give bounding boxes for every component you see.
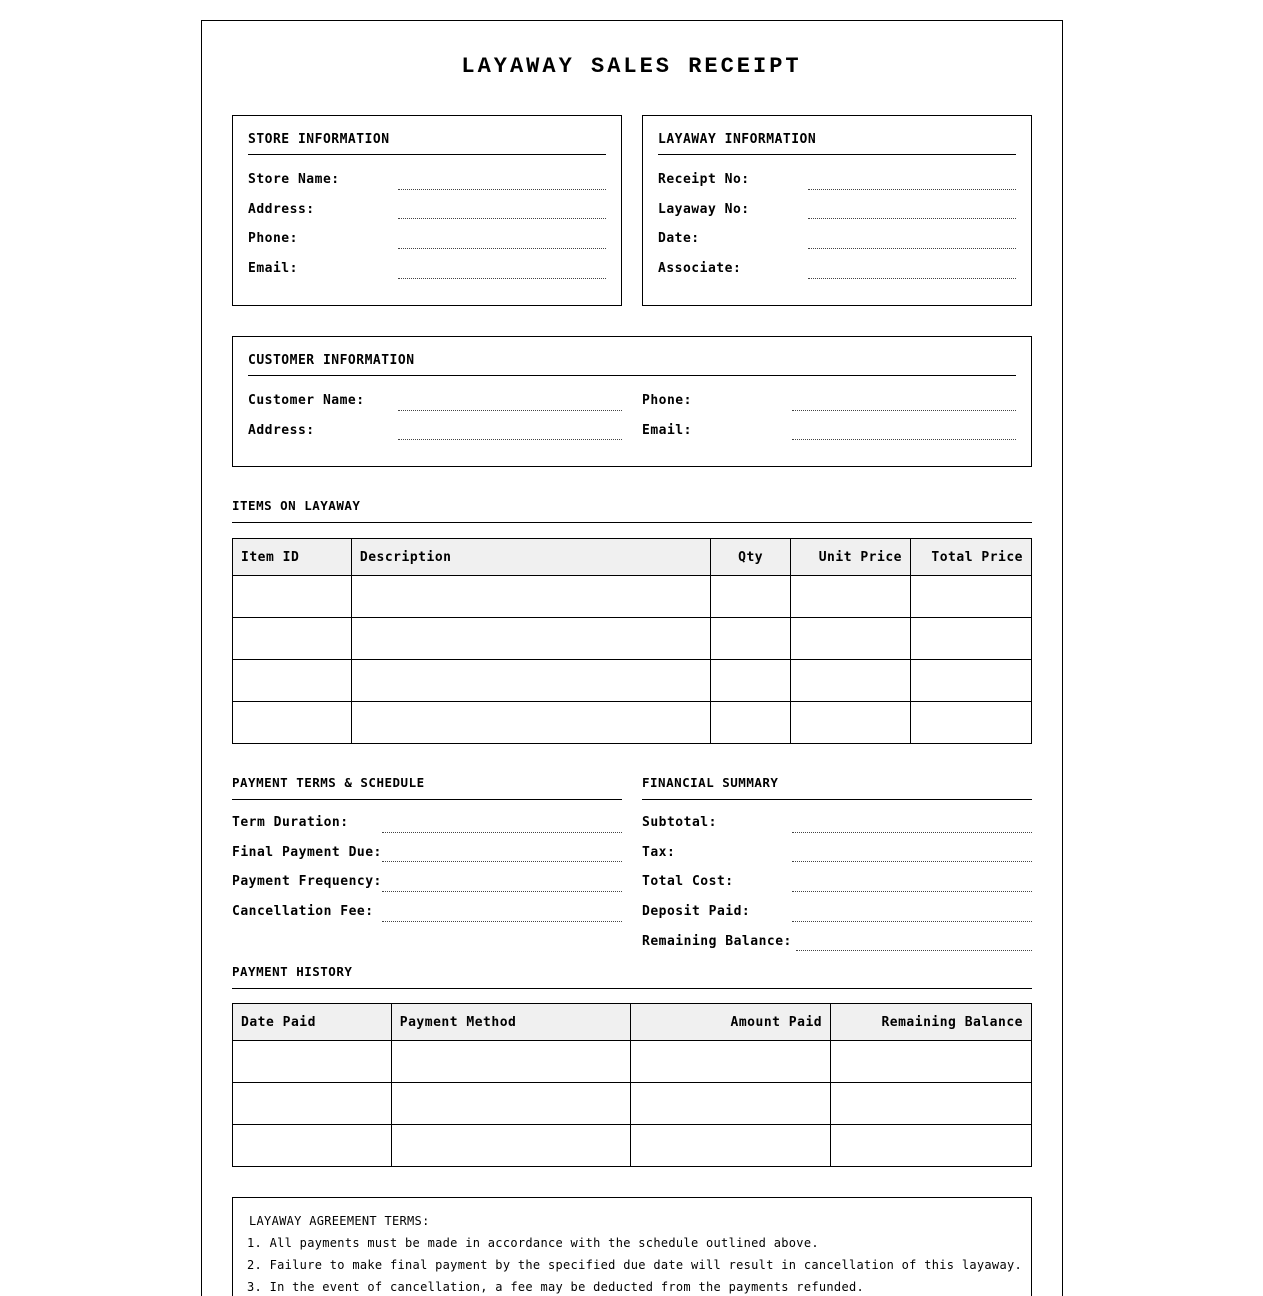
deposit-paid-field[interactable] bbox=[792, 921, 1032, 922]
final-payment-due-field[interactable] bbox=[382, 861, 622, 862]
items-heading: ITEMS ON LAYAWAY bbox=[232, 498, 1032, 523]
item-id-cell[interactable] bbox=[233, 660, 352, 702]
items-col-total-price: Total Price bbox=[911, 539, 1032, 576]
store-address-label: Address: bbox=[248, 202, 315, 217]
payment-method-cell[interactable] bbox=[391, 1125, 631, 1167]
associate-field[interactable] bbox=[808, 278, 1016, 279]
term-duration-field[interactable] bbox=[382, 832, 622, 833]
agreement-terms-heading: LAYAWAY AGREEMENT TERMS: bbox=[249, 1214, 430, 1228]
store-phone-label: Phone: bbox=[248, 231, 298, 246]
payment-method-cell[interactable] bbox=[391, 1083, 631, 1125]
item-id-cell[interactable] bbox=[233, 576, 352, 618]
unit-price-cell[interactable] bbox=[791, 702, 911, 744]
remaining-balance-cell[interactable] bbox=[831, 1083, 1032, 1125]
history-col-date-paid: Date Paid bbox=[233, 1004, 392, 1041]
description-cell[interactable] bbox=[351, 576, 710, 618]
date-label: Date: bbox=[658, 231, 700, 246]
item-id-cell[interactable] bbox=[233, 618, 352, 660]
receipt-no-field[interactable] bbox=[808, 189, 1016, 190]
subtotal-field[interactable] bbox=[792, 832, 1032, 833]
remaining-balance-cell[interactable] bbox=[831, 1125, 1032, 1167]
date-paid-cell[interactable] bbox=[233, 1041, 392, 1083]
total-price-cell[interactable] bbox=[911, 702, 1032, 744]
store-email-field[interactable] bbox=[398, 278, 606, 279]
customer-address-label: Address: bbox=[248, 423, 315, 438]
store-address-field[interactable] bbox=[398, 218, 606, 219]
customer-name-label: Customer Name: bbox=[248, 393, 365, 408]
qty-cell[interactable] bbox=[711, 660, 791, 702]
final-payment-due-label: Final Payment Due: bbox=[232, 845, 382, 860]
table-row bbox=[233, 576, 1032, 618]
table-row bbox=[233, 660, 1032, 702]
payment-history-heading: PAYMENT HISTORY bbox=[232, 964, 1032, 989]
qty-cell[interactable] bbox=[711, 702, 791, 744]
customer-email-field[interactable] bbox=[792, 439, 1016, 440]
total-price-cell[interactable] bbox=[911, 618, 1032, 660]
receipt-no-label: Receipt No: bbox=[658, 172, 750, 187]
tax-field[interactable] bbox=[792, 861, 1032, 862]
agreement-term-2: 2. Failure to make final payment by the specified due date will result in cancellation of this layaway. bbox=[247, 1258, 1023, 1272]
customer-phone-label: Phone: bbox=[642, 393, 692, 408]
cancellation-fee-field[interactable] bbox=[382, 921, 622, 922]
customer-info-heading: CUSTOMER INFORMATION bbox=[248, 353, 1016, 376]
customer-email-label: Email: bbox=[642, 423, 692, 438]
remaining-balance-cell[interactable] bbox=[831, 1041, 1032, 1083]
date-paid-cell[interactable] bbox=[233, 1083, 392, 1125]
table-row bbox=[233, 1083, 1032, 1125]
amount-paid-cell[interactable] bbox=[631, 1125, 831, 1167]
layaway-info-heading: LAYAWAY INFORMATION bbox=[658, 132, 1016, 155]
term-duration-label: Term Duration: bbox=[232, 815, 349, 830]
date-paid-cell[interactable] bbox=[233, 1125, 392, 1167]
store-info-heading: STORE INFORMATION bbox=[248, 132, 606, 155]
description-cell[interactable] bbox=[351, 660, 710, 702]
cancellation-fee-label: Cancellation Fee: bbox=[232, 904, 374, 919]
total-price-cell[interactable] bbox=[911, 576, 1032, 618]
customer-address-field[interactable] bbox=[398, 439, 622, 440]
items-col-unit-price: Unit Price bbox=[791, 539, 911, 576]
table-row bbox=[233, 1041, 1032, 1083]
remaining-balance-label: Remaining Balance: bbox=[642, 934, 792, 949]
store-email-label: Email: bbox=[248, 261, 298, 276]
store-name-field[interactable] bbox=[398, 189, 606, 190]
items-col-item-id: Item ID bbox=[233, 539, 352, 576]
associate-label: Associate: bbox=[658, 261, 742, 276]
tax-label: Tax: bbox=[642, 845, 676, 860]
date-field[interactable] bbox=[808, 248, 1016, 249]
history-col-remaining-balance: Remaining Balance bbox=[831, 1004, 1032, 1041]
amount-paid-cell[interactable] bbox=[631, 1041, 831, 1083]
amount-paid-cell[interactable] bbox=[631, 1083, 831, 1125]
table-row bbox=[233, 702, 1032, 744]
unit-price-cell[interactable] bbox=[791, 660, 911, 702]
layaway-no-label: Layaway No: bbox=[658, 202, 750, 217]
agreement-terms-box bbox=[232, 1197, 1032, 1296]
subtotal-label: Subtotal: bbox=[642, 815, 717, 830]
total-cost-label: Total Cost: bbox=[642, 874, 734, 889]
history-col-amount-paid: Amount Paid bbox=[631, 1004, 831, 1041]
table-row bbox=[233, 618, 1032, 660]
customer-name-field[interactable] bbox=[398, 410, 622, 411]
layaway-no-field[interactable] bbox=[808, 218, 1016, 219]
total-price-cell[interactable] bbox=[911, 660, 1032, 702]
payment-method-cell[interactable] bbox=[391, 1041, 631, 1083]
unit-price-cell[interactable] bbox=[791, 576, 911, 618]
items-col-qty: Qty bbox=[711, 539, 791, 576]
page-title: LAYAWAY SALES RECEIPT bbox=[461, 54, 802, 79]
qty-cell[interactable] bbox=[711, 576, 791, 618]
agreement-term-1: 1. All payments must be made in accordance with the schedule outlined above. bbox=[247, 1236, 819, 1250]
item-id-cell[interactable] bbox=[233, 702, 352, 744]
items-table bbox=[232, 538, 1032, 744]
store-name-label: Store Name: bbox=[248, 172, 340, 187]
items-col-description: Description bbox=[351, 539, 710, 576]
customer-phone-field[interactable] bbox=[792, 410, 1016, 411]
payment-frequency-field[interactable] bbox=[382, 891, 622, 892]
qty-cell[interactable] bbox=[711, 618, 791, 660]
remaining-balance-field[interactable] bbox=[796, 950, 1032, 951]
payment-history-table bbox=[232, 1003, 1032, 1167]
description-cell[interactable] bbox=[351, 618, 710, 660]
description-cell[interactable] bbox=[351, 702, 710, 744]
store-phone-field[interactable] bbox=[398, 248, 606, 249]
history-col-payment-method: Payment Method bbox=[391, 1004, 631, 1041]
payment-frequency-label: Payment Frequency: bbox=[232, 874, 382, 889]
deposit-paid-label: Deposit Paid: bbox=[642, 904, 751, 919]
unit-price-cell[interactable] bbox=[791, 618, 911, 660]
agreement-term-3: 3. In the event of cancellation, a fee may be deducted from the payments refunded. bbox=[247, 1280, 865, 1294]
table-row bbox=[233, 1125, 1032, 1167]
total-cost-field[interactable] bbox=[792, 891, 1032, 892]
financial-summary-heading: FINANCIAL SUMMARY bbox=[642, 775, 1032, 800]
payment-terms-heading: PAYMENT TERMS & SCHEDULE bbox=[232, 775, 622, 800]
